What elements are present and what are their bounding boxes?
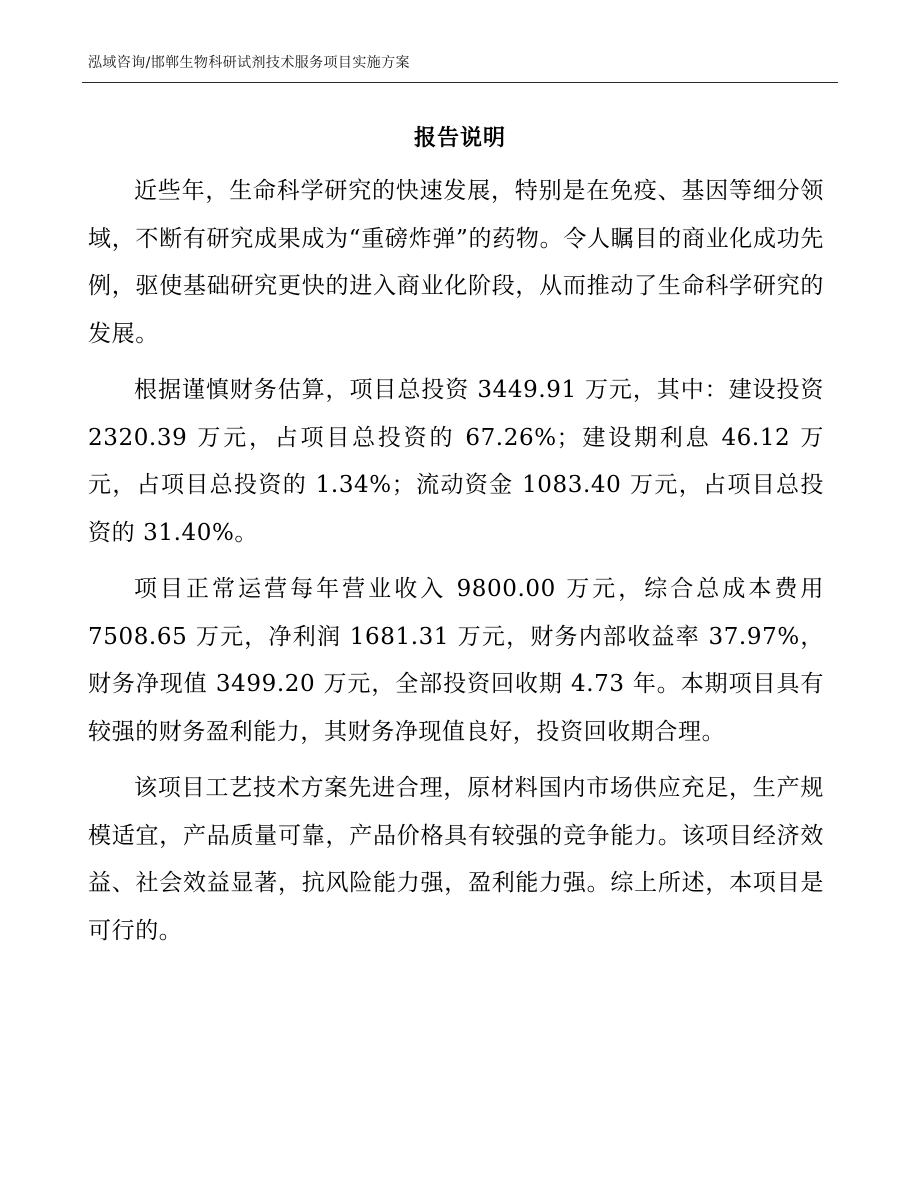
- paragraph-conclusion: 该项目工艺技术方案先进合理，原材料国内市场供应充足，生产规模适宜，产品质量可靠，产品价格具有较强的竞争能力。该项目经济效益、社会效益显著，抗风险能力强，盈利能力强。综上所述，本项目是可行的。: [88, 775, 824, 944]
- header-divider: [82, 82, 838, 83]
- running-header: 泓域咨询/邯郸生物科研试剂技术服务项目实施方案: [88, 55, 410, 71]
- paragraph-financials: 项目正常运营每年营业收入 9800.00 万元，综合总成本费用 7508.65 万元，净利润 1681.31 万元，财务内部收益率 37.97%，财务净现值 3499.20 万元，全部投资回收期 4.73 年。本期项目具有较强的财务盈利能力，其财务净现值良好，投资回收期合理。: [88, 576, 824, 745]
- paragraph-investment: 根据谨慎财务估算，项目总投资 3449.91 万元，其中：建设投资 2320.39 万元，占项目总投资的 67.26%；建设期利息 46.12 万元，占项目总投资的 1.34%；流动资金 1083.40 万元，占项目总投资的 31.40%。: [88, 377, 824, 546]
- report-body: [88, 168, 824, 964]
- page-title: 报告说明: [413, 125, 506, 151]
- paragraph-background: 近些年，生命科学研究的快速发展，特别是在免疫、基因等细分领域，不断有研究成果成为“重磅炸弹”的药物。令人瞩目的商业化成功先例，驱使基础研究更快的进入商业化阶段，从而推动了生命科学研究的发展。: [88, 178, 824, 347]
